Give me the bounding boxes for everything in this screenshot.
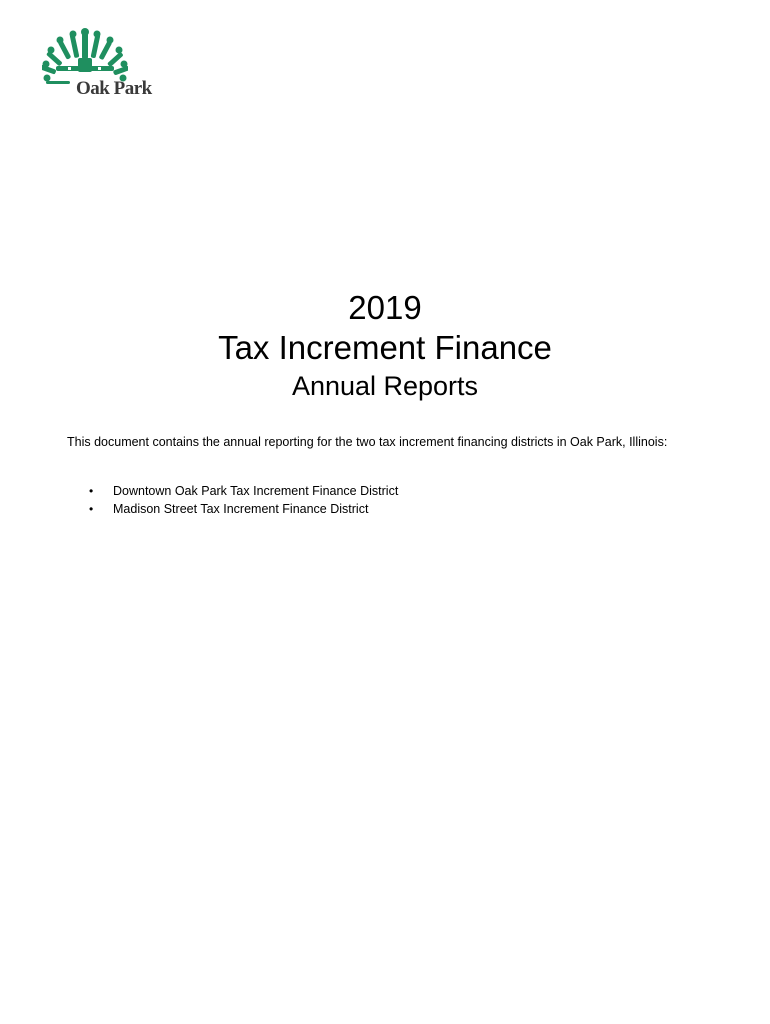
- district-name: Madison Street Tax Increment Finance District: [113, 502, 369, 516]
- title-block: [0, 288, 770, 404]
- oak-park-logo: [42, 28, 158, 102]
- list-item: [67, 482, 667, 500]
- district-list: [67, 482, 667, 518]
- logo-wordmark: Oak Park: [76, 78, 152, 99]
- page-title: Tax Increment Finance: [218, 329, 552, 366]
- bullet-icon: •: [89, 484, 94, 498]
- intro-paragraph: This document contains the annual reporting for the two tax increment financing districts in Oak Park, Illinois:: [67, 435, 668, 449]
- bullet-icon: •: [89, 502, 94, 516]
- report-year: 2019: [348, 289, 422, 326]
- list-item: [67, 500, 667, 518]
- district-name: Downtown Oak Park Tax Increment Finance District: [113, 484, 399, 498]
- page-subtitle: Annual Reports: [291, 371, 479, 401]
